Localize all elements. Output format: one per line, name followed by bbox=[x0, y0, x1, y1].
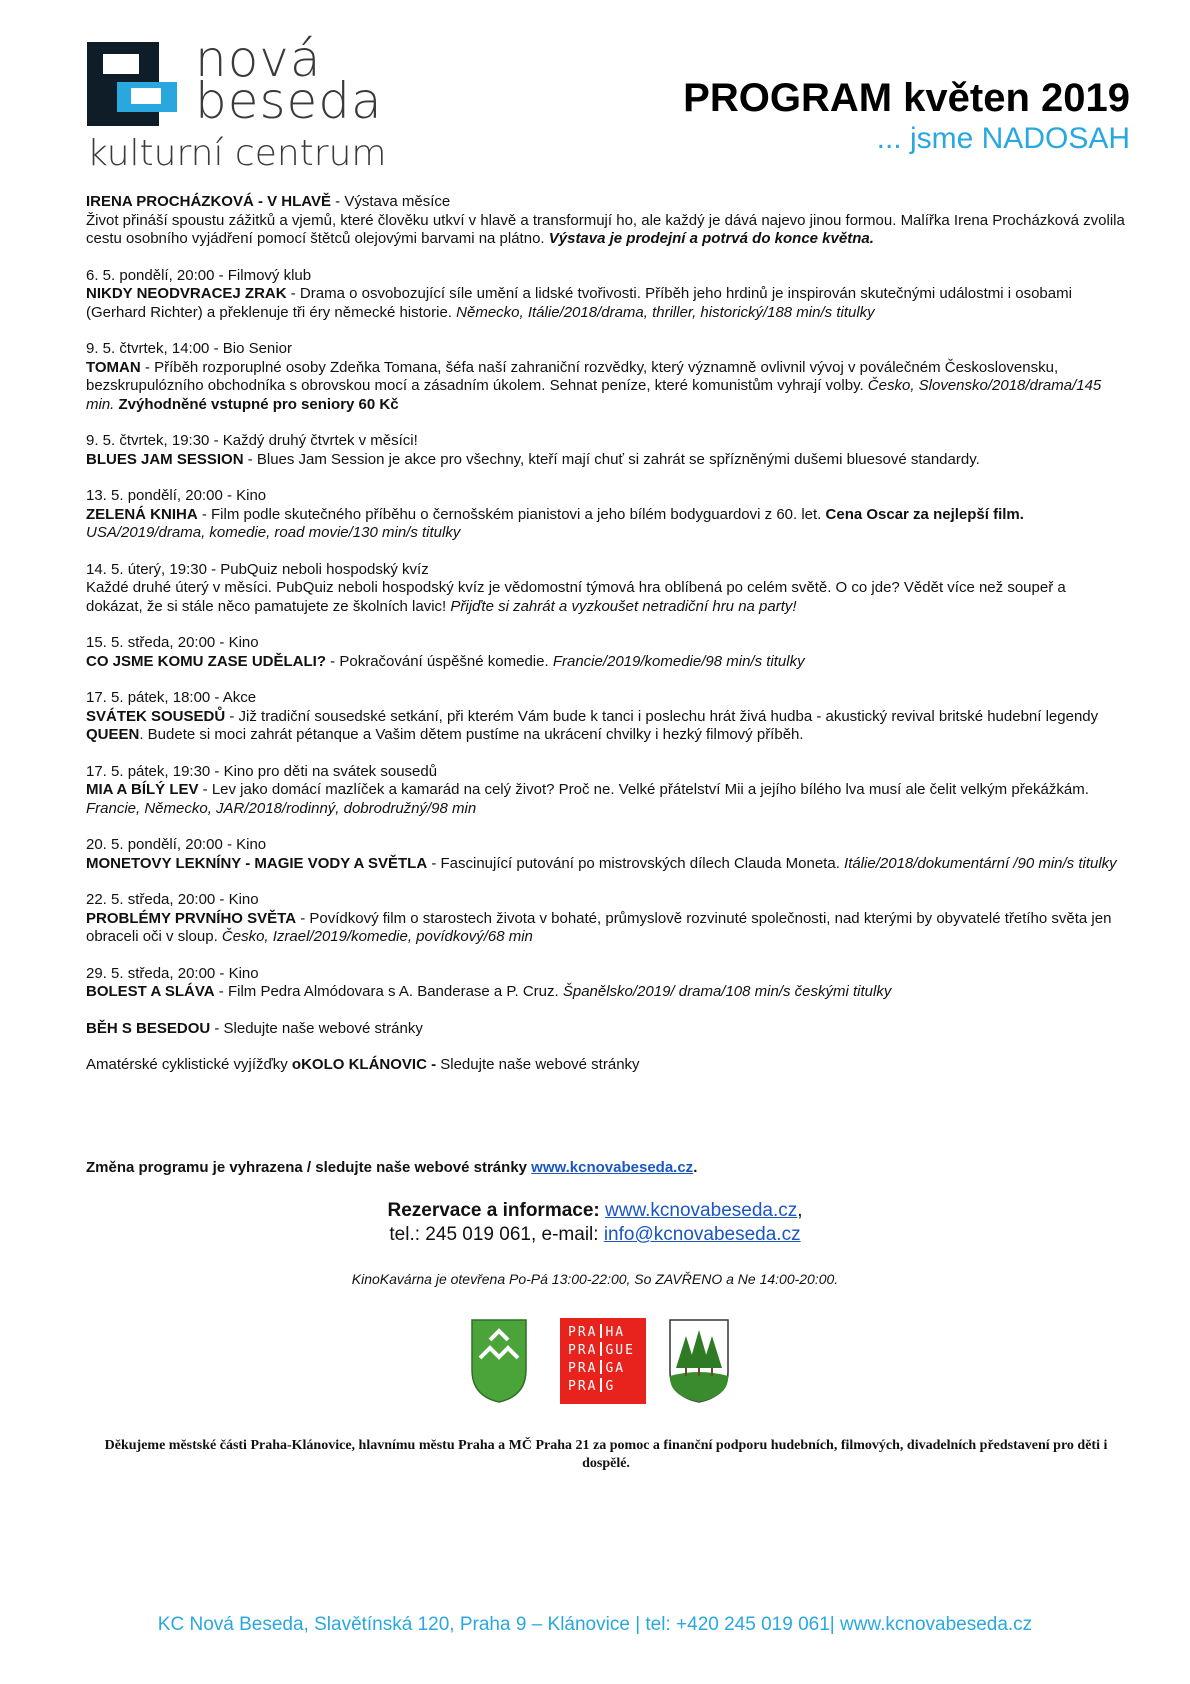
praha-logo-row bbox=[568, 1360, 638, 1378]
event-item bbox=[86, 1020, 1126, 1039]
event-date: 15. 5. středa, 20:00 - Kino bbox=[86, 634, 259, 651]
praha-logo-left: PRA bbox=[568, 1361, 598, 1376]
event-description: - Již tradiční sousedské setkání, při kterém Vám bude k tanci i poslechu hrát živá hudba - akustický revival britské hudební legendy bbox=[225, 707, 1099, 725]
event-meta: USA/2019/drama, komedie, road movie/130 min/s titulky bbox=[86, 524, 461, 541]
event-meta: Itálie/2018/dokumentární /90 min/s titulky bbox=[844, 854, 1117, 872]
contact-website-link[interactable]: www.kcnovabeseda.cz bbox=[605, 1200, 798, 1221]
event-title: MIA A BÍLÝ LEV bbox=[86, 781, 199, 798]
event-prefix: Amatérské cyklistické vyjížďky bbox=[86, 1056, 292, 1073]
event-date: 17. 5. pátek, 19:30 - Kino pro děti na svátek sousedů bbox=[86, 762, 438, 780]
event-title: MONETOVY LEKNÍNY - MAGIE VODY A SVĚTLA bbox=[86, 854, 428, 872]
event-item bbox=[86, 689, 1126, 745]
event-description: Sledujte naše webové stránky bbox=[436, 1056, 640, 1073]
event-description: - Film podle skutečného příběhu o černošském pianistovi a jeho bílém bodyguardovi z 60. let. bbox=[197, 505, 826, 523]
event-date: 6. 5. pondělí, 20:00 - Filmový klub bbox=[86, 266, 312, 284]
event-item bbox=[86, 965, 1126, 1002]
event-title: BĚH S BESEDOU bbox=[86, 1019, 211, 1037]
praha-logo-right: HA bbox=[605, 1325, 626, 1340]
praha-logo-row bbox=[568, 1324, 638, 1342]
event-title: ZELENÁ KNIHA bbox=[86, 505, 198, 523]
event-description: Každé druhé úterý v měsíci. PubQuiz neboli hospodský kvíz je vědomostní týmová hra oblíbená po celém světě. O co jde? Vědět více než soupeř a dokázat, že si stále něco pamatujete ze školních lavic! bbox=[86, 579, 1066, 615]
logo bbox=[87, 30, 397, 174]
nova-beseda-logo-mark bbox=[87, 42, 177, 126]
event-date: 22. 5. středa, 20:00 - Kino bbox=[86, 891, 259, 908]
event-item bbox=[86, 487, 1126, 543]
event-title: NIKDY NEODVRACEJ ZRAK bbox=[86, 285, 287, 302]
event-band: QUEEN bbox=[86, 726, 140, 743]
event-note: Výstava je prodejní a potrvá do konce května. bbox=[548, 230, 874, 247]
event-title: PROBLÉMY PRVNÍHO SVĚTA bbox=[86, 909, 297, 927]
praha-logo-divider bbox=[600, 1378, 602, 1392]
logo-text-line1: nová bbox=[195, 30, 322, 88]
event-exhibition bbox=[86, 193, 1126, 249]
change-notice bbox=[86, 1159, 697, 1176]
footer-address: KC Nová Beseda, Slavětínská 120, Praha 9 – Klánovice | tel: +420 245 019 061| www.kcnovabeseda.cz bbox=[157, 1614, 1033, 1635]
event-title: TOMAN bbox=[86, 358, 141, 376]
contact-info bbox=[0, 1199, 1190, 1247]
klanovice-emblem-icon bbox=[470, 1318, 528, 1404]
contact-comma: , bbox=[797, 1200, 803, 1221]
event-note: Přijďte si zahrát a vyzkoušet netradiční hru na party! bbox=[450, 597, 797, 615]
praha-logo-left: PRA bbox=[568, 1343, 598, 1358]
website-link[interactable]: www.kcnovabeseda.cz bbox=[531, 1159, 694, 1176]
event-description: - Lev jako domácí mazlíček a kamarád na celý život? Proč ne. Velké přátelství Mii a jejího bílého lva musí ale čelit velkým překážkám. bbox=[198, 781, 1089, 798]
event-title: CO JSME KOMU ZASE UDĚLALI? bbox=[86, 652, 327, 670]
event-meta: Německo, Itálie/2018/drama, thriller, historický/188 min/s titulky bbox=[456, 303, 875, 321]
event-description: - Drama o osvobozující síle umění a lidské tvořivosti. Příběh jeho hrdinů je inspirován skutečnými událostmi i osobami (Gerhard Richter) a překlenuje tři éry německé historie. bbox=[86, 285, 1072, 321]
change-notice-text: Změna programu je vyhrazena / sledujte naše webové stránky bbox=[86, 1159, 532, 1176]
event-date: 20. 5. pondělí, 20:00 - Kino bbox=[86, 836, 267, 853]
event-description: Život přináší spoustu zážitků a vjemů, které člověku utkví v hlavě a transformují ho, ale každý je dává najevo jinou formou. Malířka Irena Procházková zvolila cestu osobního vyjádření pomocí štětců olejovými barvami na plátno. bbox=[86, 211, 1125, 247]
event-date: 13. 5. pondělí, 20:00 - Kino bbox=[86, 487, 267, 504]
event-item bbox=[86, 763, 1126, 819]
praha-logo-right: G bbox=[605, 1379, 616, 1394]
event-title: BLUES JAM SESSION bbox=[86, 450, 244, 468]
event-meta: Francie/2019/komedie/98 min/s titulky bbox=[552, 652, 805, 670]
logo-text-line2: beseda bbox=[195, 72, 383, 130]
praha-logo-right: GUE bbox=[605, 1343, 635, 1358]
opening-hours: KinoKavárna je otevřena Po-Pá 13:00-22:00, So ZAVŘENO a Ne 14:00-20:00. bbox=[351, 1271, 839, 1287]
event-date: 14. 5. úterý, 19:30 - PubQuiz neboli hospodský kvíz bbox=[86, 560, 429, 578]
event-title: IRENA PROCHÁZKOVÁ - V HLAVĚ bbox=[86, 193, 332, 210]
sponsor-emblems bbox=[470, 1318, 770, 1410]
event-award: Cena Oscar za nejlepší film. bbox=[825, 505, 1024, 523]
contact-email-link[interactable]: info@kcnovabeseda.cz bbox=[603, 1224, 801, 1245]
event-meta: Francie, Německo, JAR/2018/rodinný, dobrodružný/98 min bbox=[86, 799, 477, 817]
praha-logo-divider bbox=[600, 1342, 602, 1356]
event-note: Zvýhodněné vstupné pro seniory 60 Kč bbox=[114, 395, 399, 413]
event-description: - Fascinující putování po mistrovských dílech Clauda Moneta. bbox=[427, 854, 845, 872]
event-title: SVÁTEK SOUSEDŮ bbox=[86, 707, 226, 725]
contact-label: Rezervace a informace: bbox=[387, 1200, 600, 1221]
event-date: 17. 5. pátek, 18:00 - Akce bbox=[86, 689, 257, 706]
logo-text-line3: kulturní centrum bbox=[87, 133, 387, 174]
praha-logo-left: PRA bbox=[568, 1379, 598, 1394]
tagline: ... jsme NADOSAH bbox=[876, 122, 1130, 155]
acknowledgement: Děkujeme městské části Praha-Klánovice, hlavnímu městu Praha a MČ Praha 21 za pomoc a finanční podporu hudebních, filmových, divadelních představení pro děti i dospělé. bbox=[104, 1438, 1108, 1471]
event-description: - Příběh rozporuplné osoby Zdeňka Tomana, šéfa naší zahraniční rozvědky, který významně ovlivnil vývoj v poválečném Československu, bezskrupulózního obchodníka s obrovskou mocí a zásadním úkolem. Sehnat peníze, které komunistům vyhrají volby. bbox=[86, 358, 1059, 394]
praha-logo-right: GA bbox=[605, 1361, 626, 1376]
praha-logo-left: PRA bbox=[568, 1325, 598, 1340]
praha-logo-divider bbox=[600, 1324, 602, 1338]
praha-logo-row bbox=[568, 1342, 638, 1360]
event-item bbox=[86, 267, 1126, 323]
praha-logo-divider bbox=[600, 1360, 602, 1374]
event-meta: Španělsko/2019/ drama/108 min/s českými titulky bbox=[562, 983, 892, 1000]
event-description: - Povídkový film o starostech života v bohaté, průmyslově rozvinuté společnosti, nad kterými by obyvatelé třetího světa jen obraceli oči v sloup. bbox=[86, 909, 1112, 945]
event-description: - Blues Jam Session je akce pro všechny, kteří mají chuť si zahrát se spřízněnými dušemi bluesové standardy. bbox=[243, 450, 980, 468]
event-description: - Sledujte naše webové stránky bbox=[210, 1019, 423, 1037]
event-item bbox=[86, 634, 1126, 671]
event-title: BOLEST A SLÁVA bbox=[86, 983, 215, 1000]
praha-logo bbox=[560, 1318, 646, 1404]
event-item bbox=[86, 836, 1126, 873]
contact-phone: tel.: 245 019 061, e-mail: bbox=[389, 1224, 604, 1245]
event-item bbox=[86, 561, 1126, 617]
praha21-emblem-icon bbox=[668, 1318, 730, 1404]
event-item bbox=[86, 1056, 1126, 1075]
event-date: 9. 5. čtvrtek, 19:30 - Každý druhý čtvrtek v měsíci! bbox=[86, 432, 418, 449]
event-date: 29. 5. středa, 20:00 - Kino bbox=[86, 964, 259, 982]
event-description-end: . Budete si moci zahrát pétanque a Vašim dětem pustíme na ukrácení chvilky i hezký filmový příběh. bbox=[139, 726, 804, 743]
praha-logo-row bbox=[568, 1378, 638, 1396]
event-item bbox=[86, 432, 1126, 469]
event-meta: Česko, Izrael/2019/komedie, povídkový/68 min bbox=[221, 928, 533, 945]
program-title: PROGRAM květen 2019 bbox=[683, 76, 1130, 120]
event-type: - Výstava měsíce bbox=[331, 193, 451, 210]
event-meta: Česko, Slovensko/2018/drama/145 min. bbox=[86, 377, 1102, 413]
event-item bbox=[86, 891, 1126, 947]
event-list bbox=[86, 193, 1126, 1093]
event-description: - Film Pedra Almódovara s A. Banderase a P. Cruz. bbox=[214, 983, 563, 1000]
event-date: 9. 5. čtvrtek, 14:00 - Bio Senior bbox=[86, 340, 292, 357]
event-description: - Pokračování úspěšné komedie. bbox=[326, 652, 553, 670]
event-title: oKOLO KLÁNOVIC - bbox=[291, 1056, 437, 1073]
event-item bbox=[86, 340, 1126, 414]
change-notice-end: . bbox=[693, 1159, 698, 1176]
